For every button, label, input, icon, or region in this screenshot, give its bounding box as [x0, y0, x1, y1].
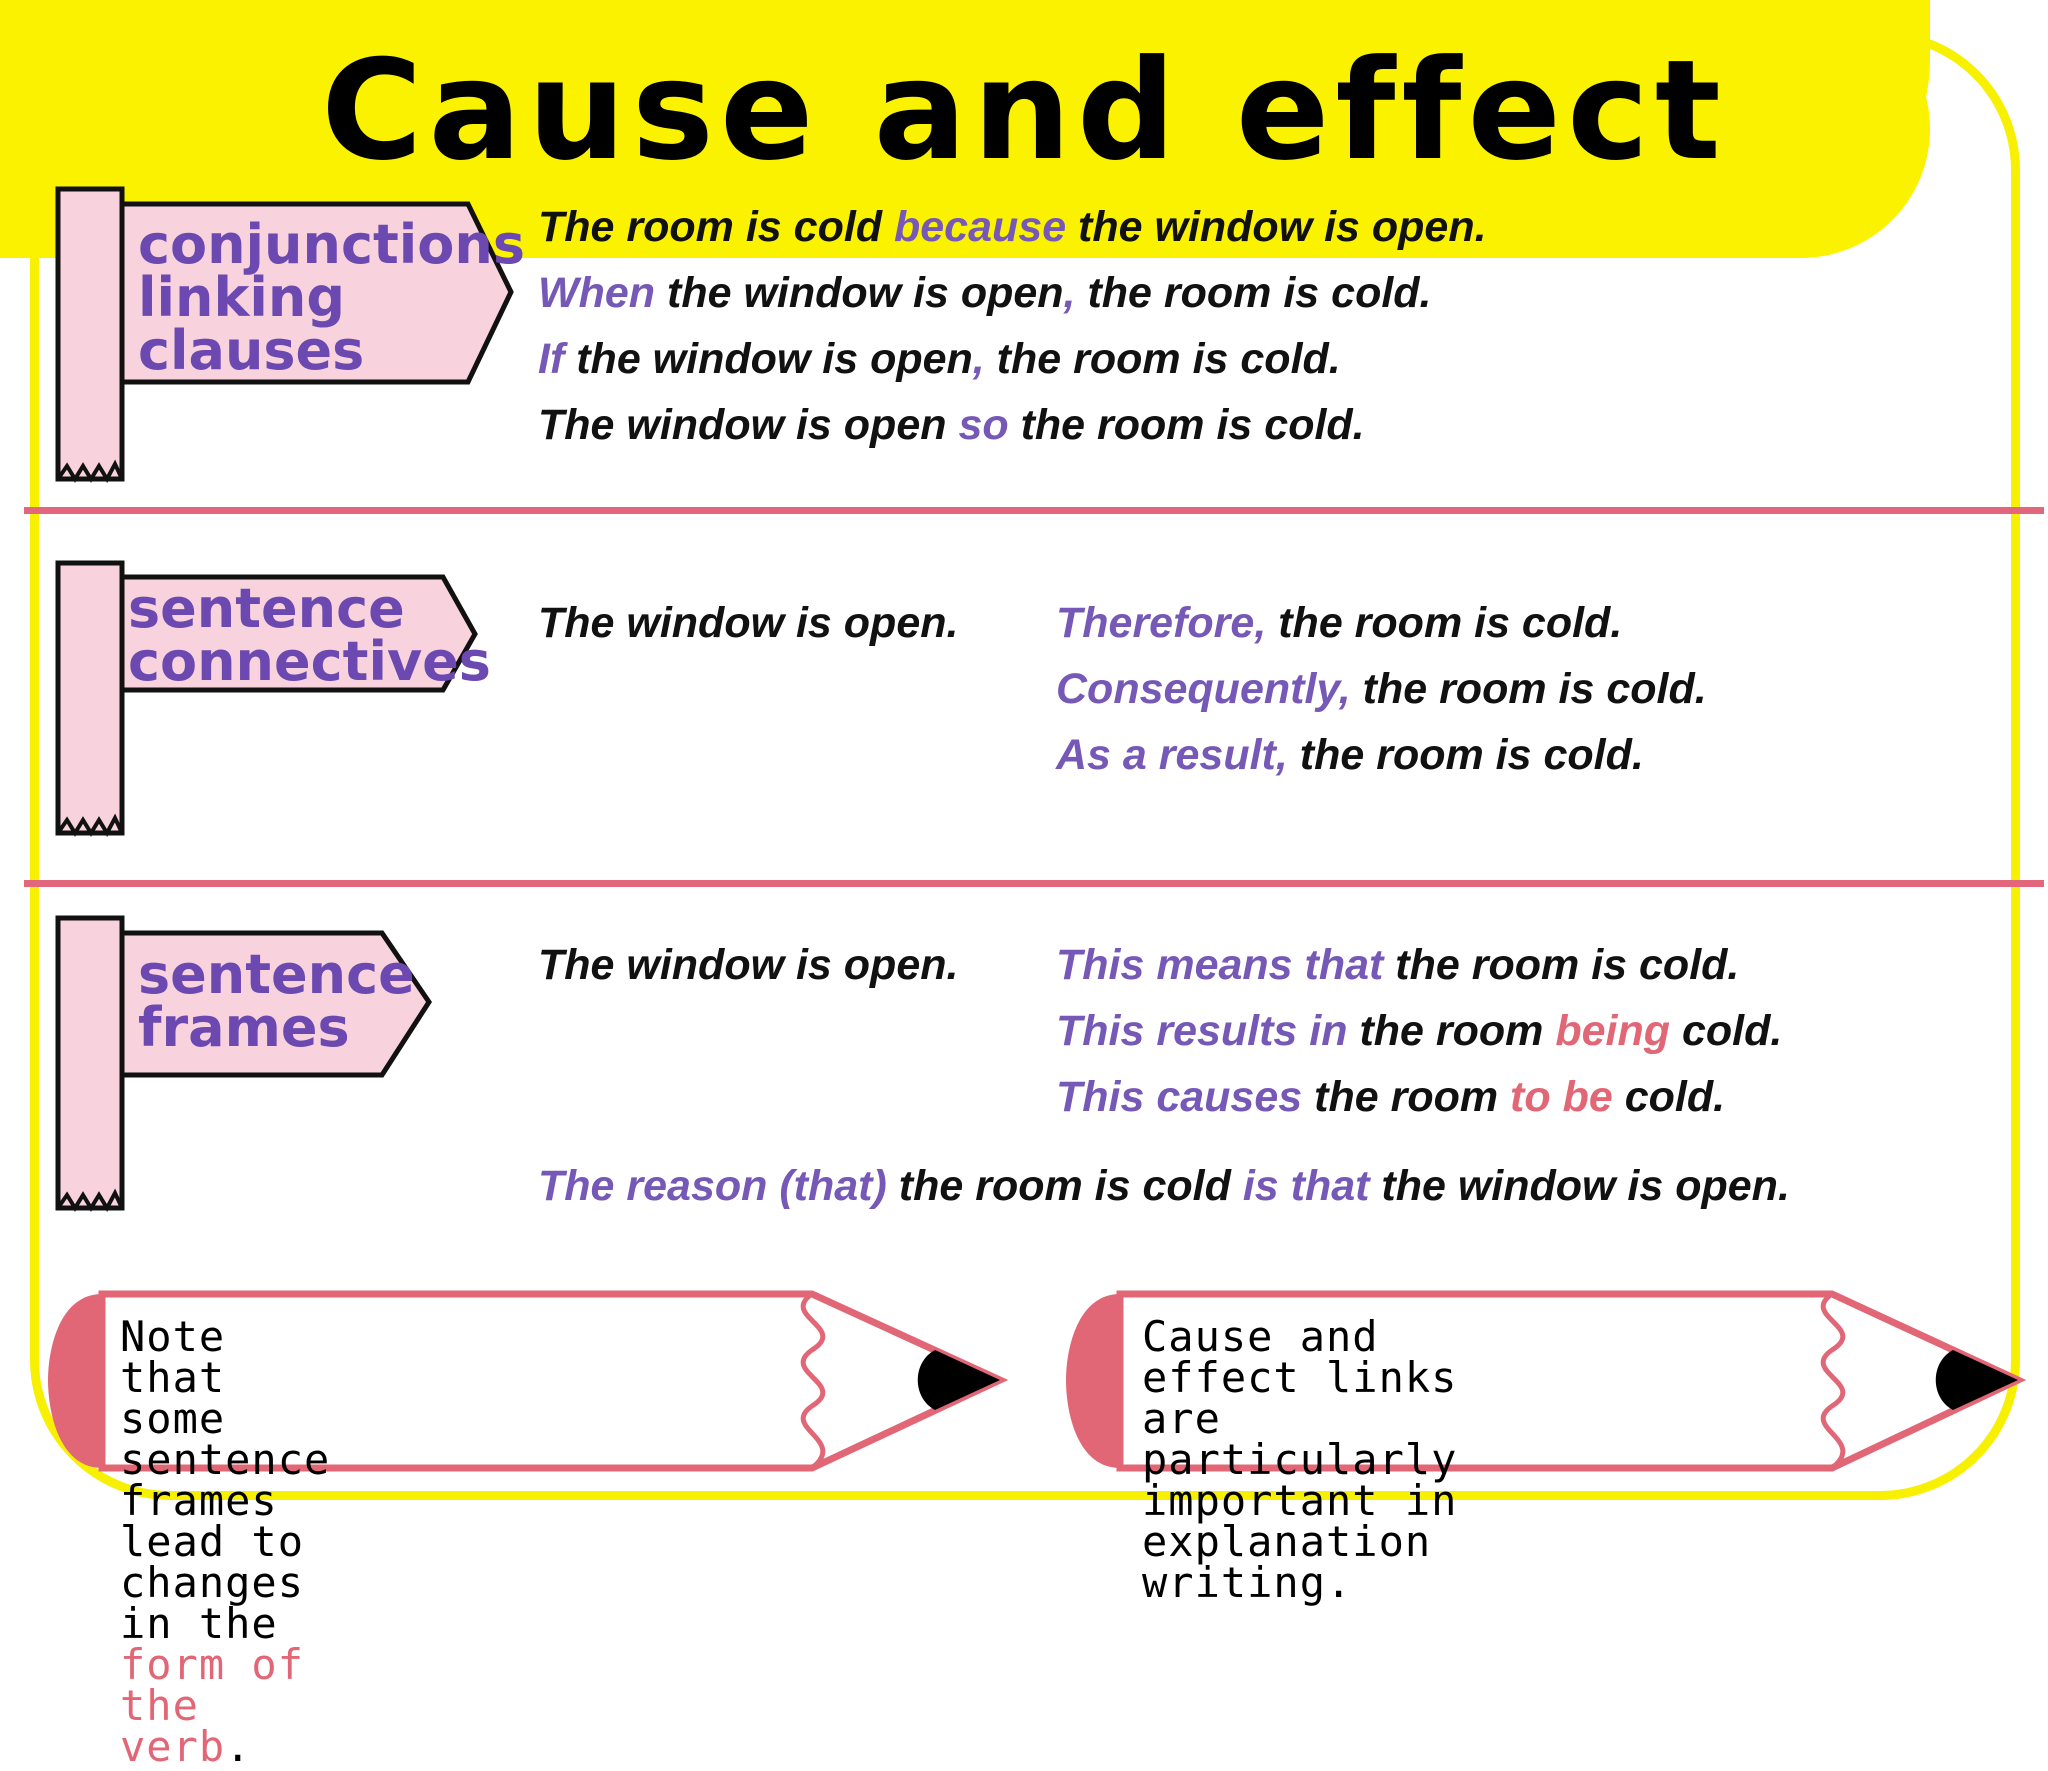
sentence-text: the room: [1302, 1073, 1511, 1121]
highlighted-phrase: The reason (that): [538, 1162, 887, 1210]
sentence-text: the room is cold.: [1075, 269, 1432, 317]
sentence-text: the room is cold.: [1350, 665, 1707, 713]
section-divider: [24, 880, 2044, 887]
highlighted-phrase: Therefore,: [1056, 599, 1267, 647]
example-sentence: [538, 203, 1487, 252]
sentence-text: the room is cold.: [1266, 599, 1623, 647]
sentence-text: cold.: [1670, 1007, 1783, 1055]
sentence-text: Cause and effect links are: [1142, 1312, 1458, 1443]
note-line: [1142, 1517, 1457, 1607]
highlighted-phrase: If: [538, 335, 565, 383]
sentence-text: the window is open: [564, 335, 973, 383]
note-text: [120, 1312, 331, 1771]
example-sentence: [1056, 1007, 1782, 1056]
note-line: [1142, 1312, 1458, 1443]
sign-label: sentence connectives: [128, 577, 491, 693]
sign-label: conjunctions linking clauses: [138, 213, 525, 382]
lead-sentence: The window is open.: [538, 941, 959, 989]
highlighted-phrase: This causes: [1056, 1073, 1303, 1121]
highlighted-phrase: so: [958, 401, 1009, 449]
sentence-text: the room is cold: [886, 1162, 1243, 1210]
example-sentence: [538, 1162, 1790, 1211]
example-sentence: [1056, 941, 1739, 990]
example-sentence: [538, 335, 1341, 384]
sentence-text: explanation writing.: [1142, 1517, 1432, 1607]
sentence-text: The room is cold: [538, 203, 894, 251]
sentence-text: the window is open: [655, 269, 1064, 317]
note-line: [120, 1476, 330, 1607]
example-sentence: [1056, 665, 1707, 714]
sentence-text: frames lead to changes: [120, 1476, 305, 1607]
highlighted-phrase: This means that: [1056, 941, 1384, 989]
sentence-text: the room is cold.: [1383, 941, 1740, 989]
highlighted-phrase: ,: [972, 335, 985, 383]
example-sentence: [538, 401, 1365, 450]
sentence-text: the window is open.: [1066, 203, 1487, 251]
sentence-text: in the: [120, 1599, 278, 1648]
sentence-text: cold.: [1612, 1073, 1726, 1121]
note-line: [120, 1599, 330, 1771]
sentence-text: particularly important in: [1142, 1435, 1458, 1525]
sentence-text: .: [225, 1722, 252, 1771]
example-sentence: [1056, 1073, 1725, 1122]
sentence-text: the room: [1347, 1007, 1556, 1055]
example-sentence: [1056, 599, 1622, 648]
sentence-text: the room is cold.: [1287, 731, 1644, 779]
sentence-text: the room is cold.: [984, 335, 1341, 383]
highlighted-phrase: being: [1555, 1007, 1671, 1055]
highlighted-phrase: form of the verb: [120, 1640, 305, 1771]
page-title: Cause and effect: [321, 30, 1727, 191]
highlighted-phrase: When: [538, 269, 656, 317]
highlighted-phrase: to be: [1510, 1073, 1613, 1121]
highlighted-phrase: ,: [1063, 269, 1076, 317]
highlighted-phrase: Consequently,: [1056, 665, 1351, 713]
highlighted-phrase: because: [894, 203, 1067, 251]
section-divider: [24, 507, 2044, 514]
sentence-text: Note that some sentence: [120, 1312, 331, 1484]
sentence-text: the window is open.: [1369, 1162, 1790, 1210]
note-line: [120, 1312, 331, 1484]
example-sentence: [1056, 731, 1644, 780]
highlighted-phrase: As a result,: [1056, 731, 1288, 779]
note-text: [1142, 1312, 1458, 1607]
lead-sentence: The window is open.: [538, 599, 959, 647]
highlighted-phrase: is that: [1242, 1162, 1370, 1210]
note-line: [1142, 1435, 1458, 1525]
sentence-text: The window is open: [538, 401, 959, 449]
highlighted-phrase: This results in: [1056, 1007, 1348, 1055]
sentence-text: the room is cold.: [1008, 401, 1365, 449]
sign-label: sentence frames: [138, 943, 415, 1059]
example-sentence: [538, 269, 1432, 318]
